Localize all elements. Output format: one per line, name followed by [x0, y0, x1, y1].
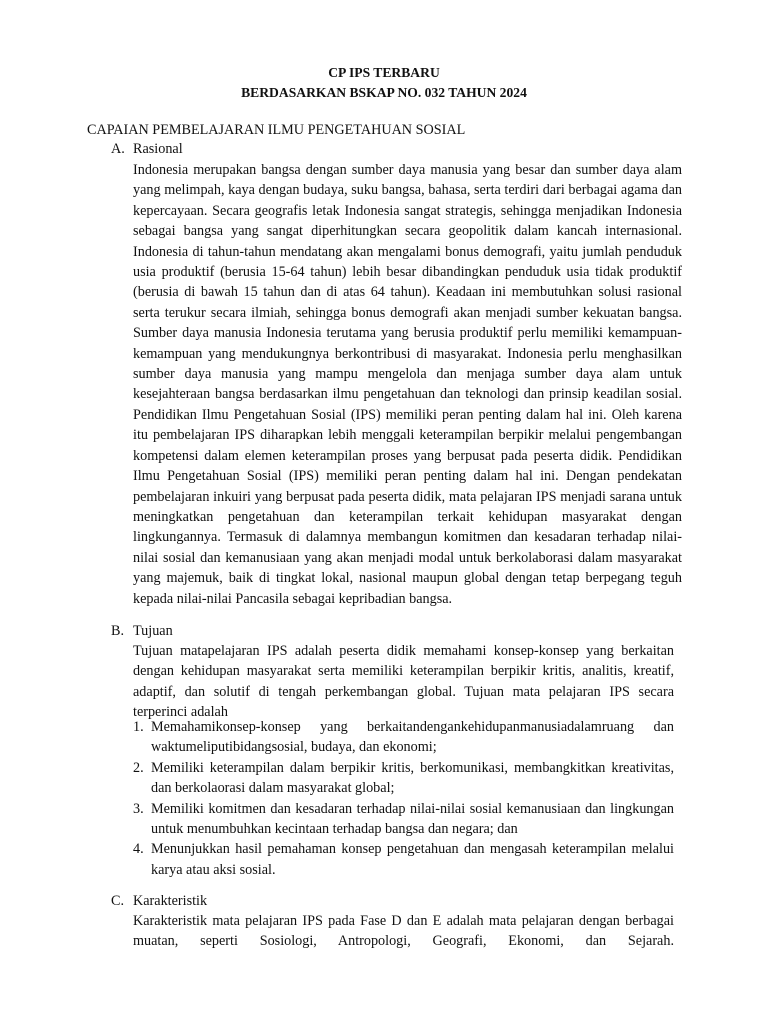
list-item — [133, 799, 674, 840]
subsection-letter: C. — [111, 893, 125, 909]
subsection-letter: A. — [111, 141, 125, 157]
list-item-text: Memiliki komitmen dan kesadaran terhadap nilai-nilai sosial kemanusiaan dan lingkungan untuk menumbuhkan kecintaan terhadap bangsa dan negara; dan — [151, 800, 674, 838]
subsection-heading-rasional — [111, 140, 183, 159]
tujuan-paragraph: Tujuan matapelajaran IPS adalah peserta didik memahami konsep-konsep yang berkaitan dengan kehidupan masyarakat serta memiliki keterampilan berpikir kritis, analitis, kreatif, adaptif, dan solutif di tengah perkembangan global. Tujuan mata pelajaran IPS secara terperinci adalah — [133, 643, 674, 721]
list-item — [133, 839, 674, 880]
list-item-text: Memahamikonsep-konsep yang berkaitandengankehidupanmanusiadalamruang dan waktumeliputibidangsosial, budaya, dan ekonomi; — [151, 719, 674, 756]
list-item-text: Menunjukkan hasil pemahaman konsep pengetahuan dan mengasah keterampilan melalui karya atau aksi sosial. — [151, 841, 674, 878]
list-item-number: 2. — [133, 759, 144, 776]
subsection-heading-tujuan — [111, 622, 173, 641]
list-item-text: Memiliki keterampilan dalam berpikir kritis, berkomunikasi, membangkitkan kreativitas, dan berkolaorasi dalam masyarakat global; — [151, 759, 674, 797]
document-title: CP IPS TERBARU — [328, 65, 440, 80]
section-heading: CAPAIAN PEMBELAJARAN ILMU PENGETAHUAN SOSIAL — [87, 122, 466, 138]
karakteristik-paragraph: Karakteristik mata pelajaran IPS pada Fase D dan E adalah mata pelajaran dengan berbagai muatan, seperti Sosiologi, Antropologi, Geografi, Ekonomi, dan Sejarah. — [133, 913, 674, 950]
subsection-title: Rasional — [133, 141, 183, 157]
list-item — [133, 717, 674, 758]
subsection-title: Tujuan — [133, 623, 173, 639]
list-item — [133, 758, 674, 799]
list-item-number: 3. — [133, 800, 144, 817]
subsection-letter: B. — [111, 623, 125, 639]
subsection-title: Karakteristik — [133, 893, 208, 909]
list-item-number: 1. — [133, 719, 144, 735]
list-item-number: 4. — [133, 841, 144, 858]
tujuan-list — [133, 717, 674, 880]
rasional-paragraph: Indonesia merupakan bangsa dengan sumber daya manusia yang besar dan sumber daya alam yang melimpah, kaya dengan budaya, suku bangsa, bahasa, serta terdiri dari berbagai agama dan kepercayaan. Secara geografis letak Indonesia sangat strategis, sehingga menjadikan Indonesia sebagai bangsa yang sangat diperhitungkan secara geopolitik dalam kancah internasional. Indonesia di tahun-tahun mendatang akan mengalami bonus demografi, yaitu jumlah penduduk usia produktif (berusia 15-64 tahun) lebih besar dibandingkan penduduk usia tidak produktif (berusia di bawah 15 tahun dan di atas 64 tahun). Keadaan ini membutuhkan solusi rasional serta terukur secara ilmiah, sehingga bonus demografi akan menjadi sumber kekuatan bangsa. Sumber daya manusia Indonesia terutama yang berusia produktif perlu memiliki kemampuan-kemampuan yang mendukungnya berkontribusi di masyarakat. Indonesia perlu menghasilkan sumber daya manusia yang mampu mengelola dan menjaga sumber daya alam untuk kesejahteraan bangsa berdasarkan ilmu pengetahuan dan teknologi dan prinsip keadilan sosial. Pendidikan Ilmu Pengetahuan Sosial (IPS) memiliki peran penting dalam hal ini. Oleh karena itu pembelajaran IPS diharapkan lebih menggali keterampilan berpikir melalui pengembangan kompetensi dalam elemen keterampilan proses yang berpusat pada peserta didik. Pendidikan Ilmu Pengetahuan Sosial (IPS) memiliki peran penting dalam hal ini. Dengan pendekatan pembelajaran inkuiri yang berpusat pada peserta didik, mata pelajaran IPS menjadi sarana untuk meningkatkan pengetahuan dan keterampilan terkait kehidupan masyarakat dengan lingkungannya. Termasuk di dalamnya membangun komitmen dan kesadaran terhadap nilai-nilai sosial dan kemanusiaan yang akan menjadi modal untuk berkolaborasi dalam masyarakat yang majemuk, baik di tingkat lokal, nasional maupun global dengan tetap berpegang teguh kepada nilai-nilai Pancasila sebagai kepribadian bangsa. — [133, 162, 682, 607]
subsection-heading-karakteristik — [111, 892, 207, 911]
document-subtitle: BERDASARKAN BSKAP NO. 032 TAHUN 2024 — [241, 85, 527, 100]
